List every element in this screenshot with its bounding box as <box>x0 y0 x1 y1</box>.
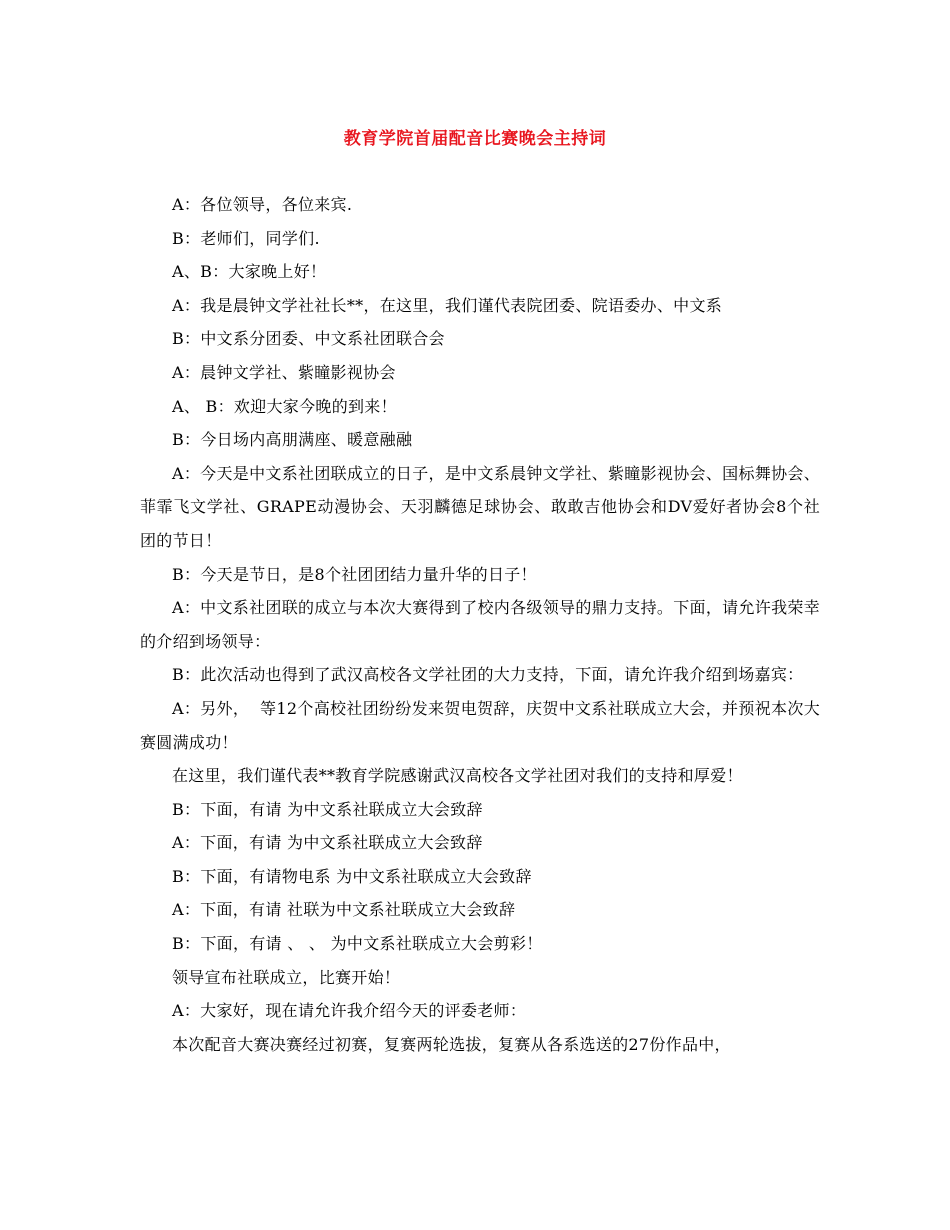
paragraph: B：今日场内高朋满座、暖意融融 <box>172 430 413 450</box>
paragraph: A、 B：欢迎大家今晚的到来！ <box>172 396 397 416</box>
paragraph: B：下面，有请 为中文系社联成立大会致辞 <box>172 799 483 819</box>
paragraph: A：晨钟文学社、紫瞳影视协会 <box>172 362 396 382</box>
paragraph: A：大家好，现在请允许我介绍今天的评委老师： <box>172 1001 527 1021</box>
paragraph: 在这里，我们谨代表**教育学院感谢武汉高校各文学社团对我们的支持和厚爱！ <box>172 766 743 786</box>
paragraph: B：下面，有请物电系 为中文系社联成立大会致辞 <box>172 866 532 886</box>
document-title: 教育学院首届配音比赛晚会主持词 <box>343 129 607 149</box>
paragraph: 本次配音大赛决赛经过初赛，复赛两轮选拔，复赛从各系选送的27份作品中， <box>172 1034 731 1054</box>
paragraph: A：各位领导，各位来宾. <box>172 195 353 214</box>
paragraph: A：我是晨钟文学社社长**，在这里，我们谨代表院团委、院语委办、中文系 <box>172 295 723 315</box>
document-body <box>140 188 820 1061</box>
paragraph: A：今天是中文系社团联成立的日子，是中文系晨钟文学社、紫瞳影视协会、国标舞协会、菲霏飞文学社、GRAPE动漫协会、天羽麟德足球协会、敢敢吉他协会和DV爱好者协会8个社团的节日！ <box>140 463 820 550</box>
paragraph: B：老师们，同学们. <box>172 228 320 248</box>
paragraph: A：另外， 等12个高校社团纷纷发来贺电贺辞，庆贺中文系社联成立大会，并预祝本次大赛圆满成功！ <box>140 698 820 752</box>
paragraph: B：下面，有请 、 、 为中文系社联成立大会剪彩！ <box>172 934 543 954</box>
paragraph: B：此次活动也得到了武汉高校各文学社团的大力支持，下面，请允许我介绍到场嘉宾： <box>172 665 804 685</box>
paragraph: B：今天是节日，是8个社团团结力量升华的日子！ <box>172 564 537 584</box>
paragraph: 领导宣布社联成立，比赛开始！ <box>172 967 401 987</box>
paragraph: A、B：大家晚上好！ <box>172 262 327 282</box>
paragraph: A：中文系社团联的成立与本次大赛得到了校内各级领导的鼎力支持。下面，请允许我荣幸的介绍到场领导： <box>140 598 820 651</box>
paragraph: B：中文系分团委、中文系社团联合会 <box>172 329 445 349</box>
paragraph: A：下面，有请 为中文系社联成立大会致辞 <box>172 833 483 853</box>
paragraph: A：下面，有请 社联为中文系社联成立大会致辞 <box>172 900 516 920</box>
